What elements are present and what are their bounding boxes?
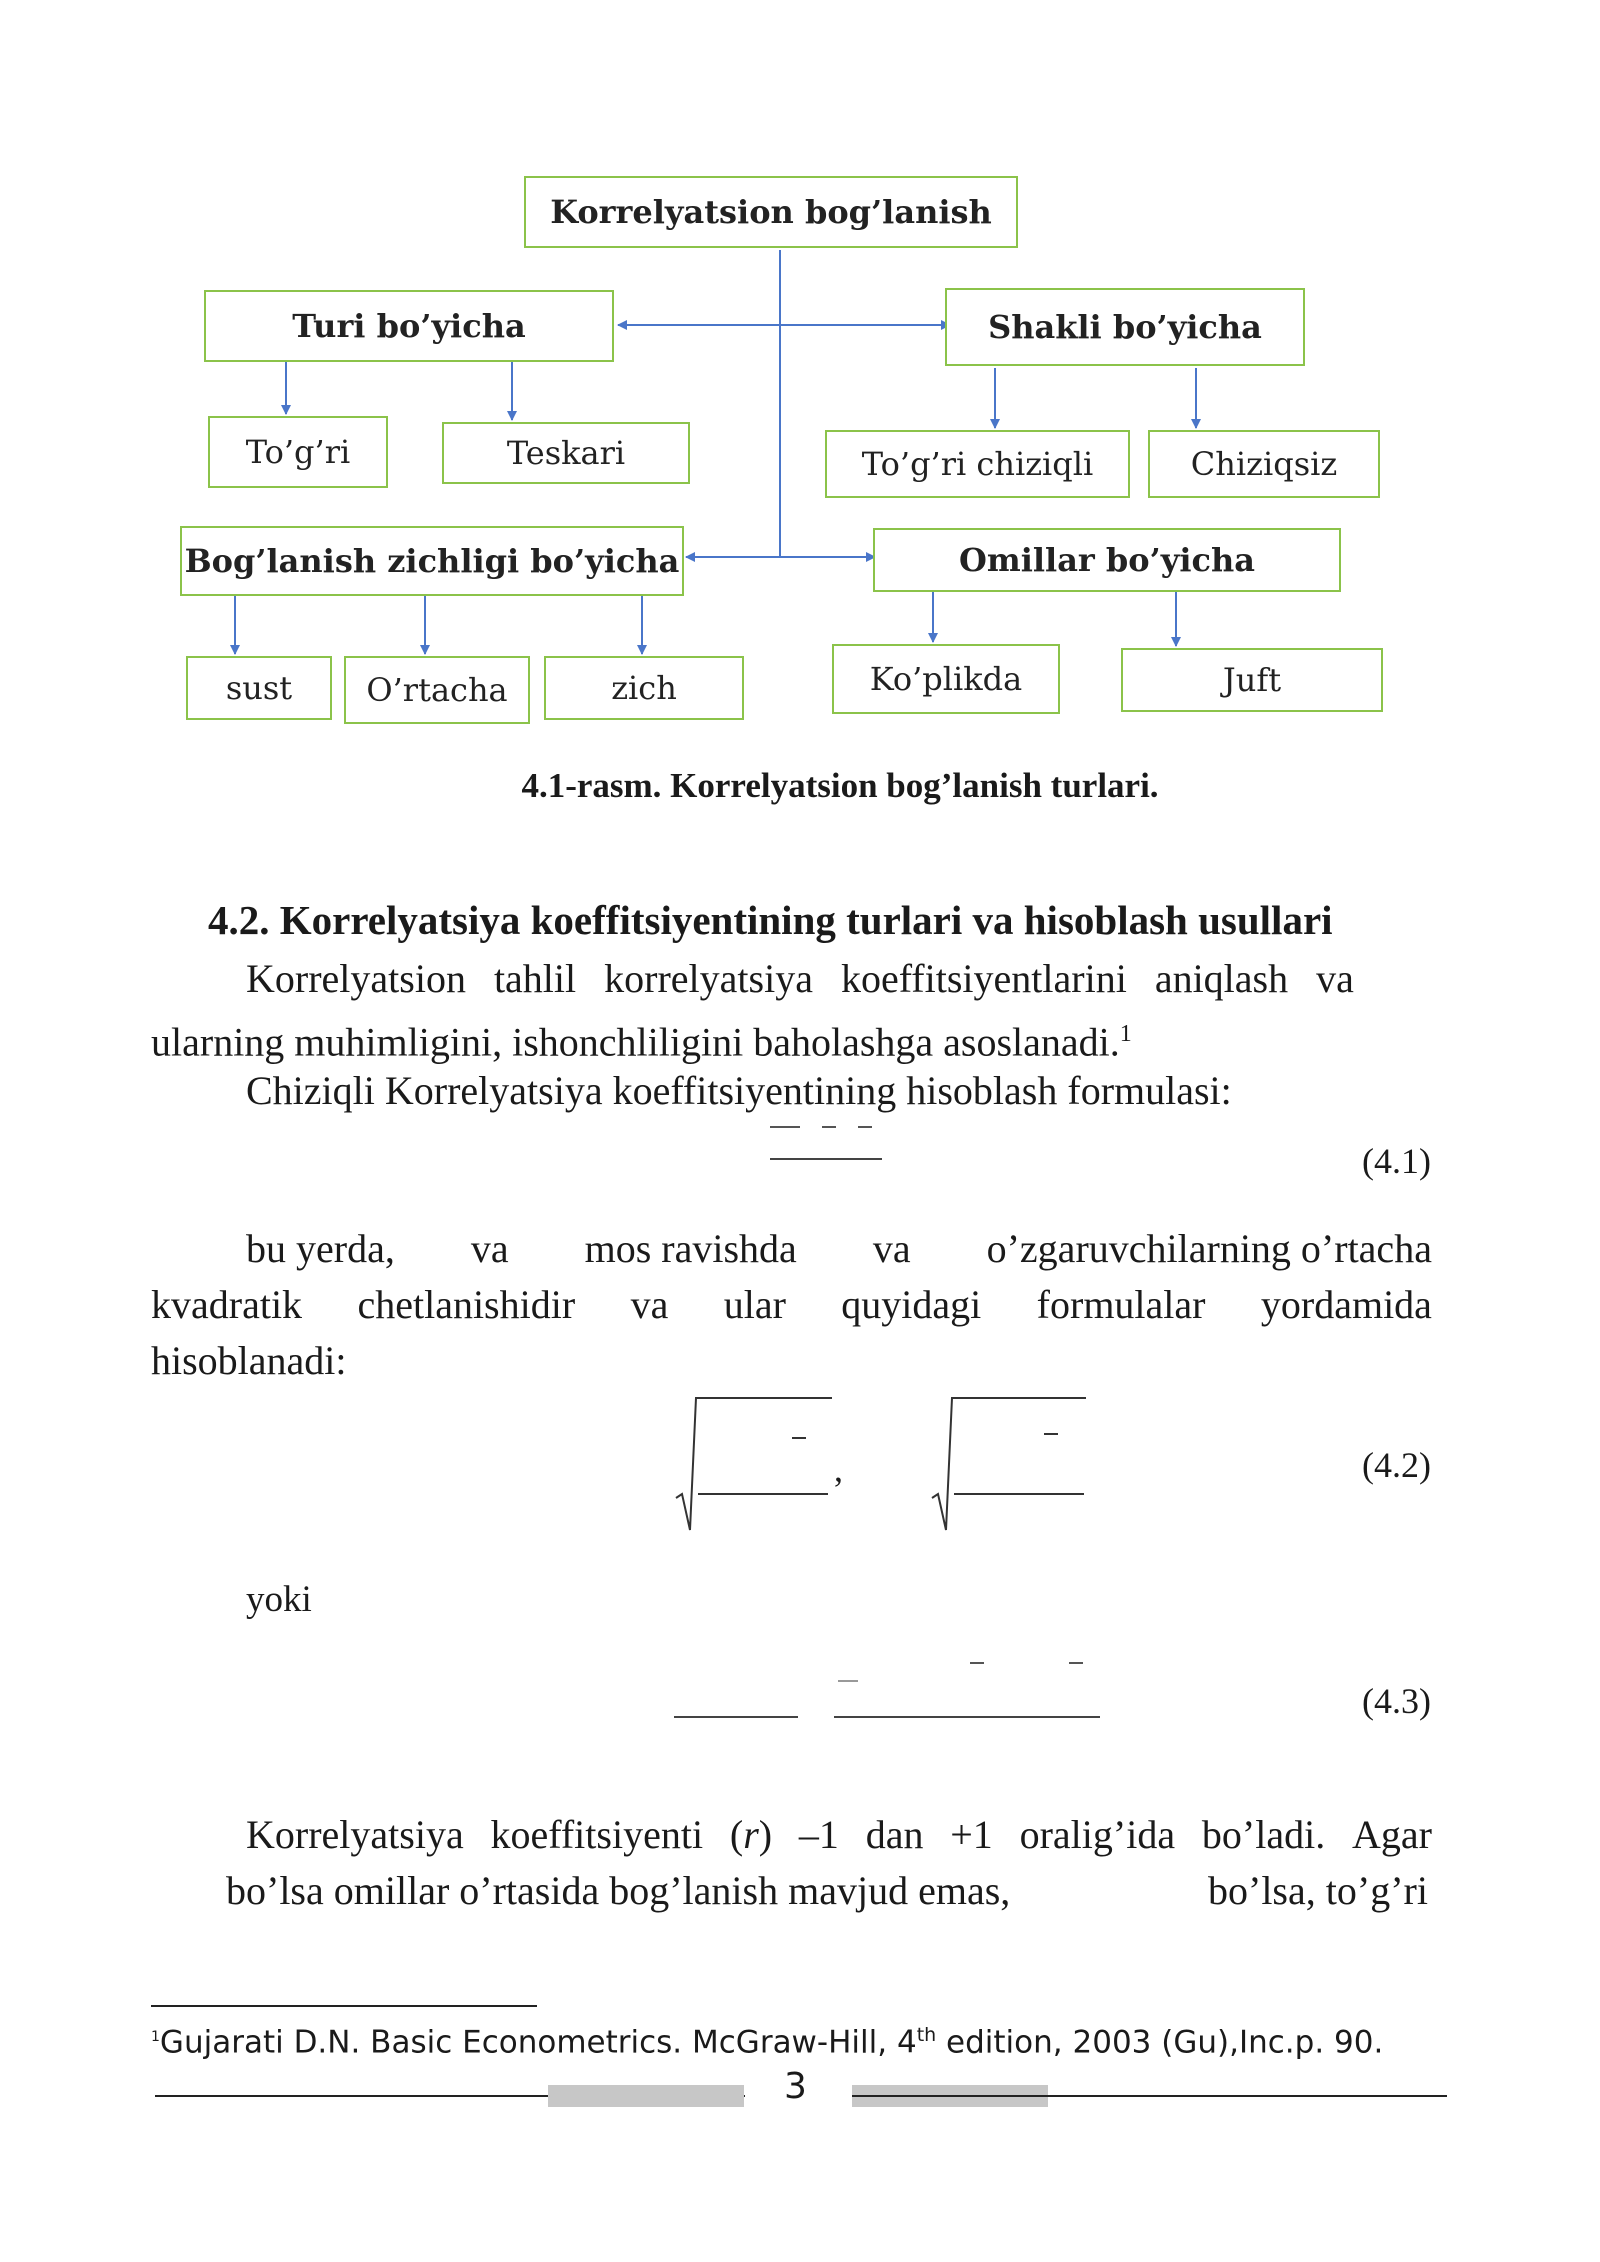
footnote-ref[interactable]: 1 [1119,1021,1132,1047]
child-zich-box: zich [544,656,744,720]
p4-word: dan [865,1812,924,1857]
r-symbol: r [743,1812,759,1857]
p3-word: va [630,1282,669,1327]
paragraph-4-line-2b: bo’lsa, to’g’ri [1208,1868,1428,1913]
child-sust-box: sust [186,656,332,720]
figure-caption: 4.1-rasm. Korrelyatsion bog’lanish turlari. [521,766,1159,805]
category-shakli-box: Shakli bo’yicha [945,288,1305,366]
eq2-comma: , [834,1449,843,1489]
category-zichlik-box: Bog’lanish zichligi bo’yicha [180,526,684,596]
child-koplikda-box: Ko’plikda [832,644,1060,714]
p4-word: koeffitsiyenti [490,1812,704,1857]
footer-rule-right [852,2095,1447,2097]
category-omillar-box: Omillar bo’yicha [873,528,1341,592]
eq3-fraction-line-1 [674,1716,798,1718]
eq1-bar-2 [822,1126,836,1128]
p1-line1-text: Korrelyatsion tahlil korrelyatsiya koeffitsiyentlarini aniqlash va [246,956,1354,1001]
p1-line2-text: ularning muhimligini, ishonchliligini baholashga asoslanadi. [151,1019,1120,1065]
p4-word: +1 [950,1812,993,1857]
eq2-radicals [660,1390,1100,1540]
p4-word: bo’ladi. [1201,1812,1326,1857]
paragraph-1-line-2 [151,1006,1132,1070]
eq3-bar-3 [838,1680,858,1682]
paren-close: ) [758,1812,773,1857]
footnote-sup: th [916,2024,937,2046]
diagram-root-box: Korrelyatsion bog’lanish [524,176,1018,248]
p3-word: va [470,1226,509,1271]
paragraph-2: Chiziqli Korrelyatsiya koeffitsiyentining hisoblash formulasi: [246,1068,1232,1113]
p3-word: o’zgaruvchilarning o’rtacha [986,1226,1432,1271]
child-juft-box: Juft [1121,648,1383,712]
eq3-bar-1 [970,1662,984,1664]
paragraph-3-line-1 [246,1220,1432,1277]
child-chiziqsiz-box: Chiziqsiz [1148,430,1380,498]
footnote-separator [151,2005,537,2007]
p4-word: Korrelyatsiya [246,1812,464,1857]
paragraph-4-line-2a: bo’lsa omillar o’rtasida bog’lanish mavjud emas, [226,1868,1011,1913]
footnote-body-end: edition, 2003 (Gu),Inc.p. 90. [936,2024,1384,2061]
yoki-word: yoki [246,1579,312,1620]
eq1-fraction-line [770,1158,882,1160]
footer-gray-bar-left [548,2085,744,2107]
page-number: 3 [784,2066,807,2107]
eq3-bar-2 [1069,1662,1083,1664]
equation-number-4-3: (4.3) [1362,1681,1431,1721]
diagram-connectors [0,0,1600,760]
child-togri-chiziqli-box: To’g’ri chiziqli [825,430,1130,498]
p3-word: chetlanishidir [357,1282,576,1327]
p3-word: bu yerda, [246,1226,395,1271]
p3-word: quyidagi [841,1282,982,1327]
paragraph-1-line-1 [246,950,1432,1007]
eq1-bar-1 [770,1126,800,1128]
p4-word: oralig’ida [1019,1812,1176,1857]
equation-number-4-1: (4.1) [1362,1141,1431,1181]
p3-word: mos ravishda [584,1226,797,1271]
child-teskari-box: Teskari [442,422,690,484]
p4-word: –1 [798,1812,839,1857]
p4-r-group [730,1806,772,1863]
child-togri-box: To’g’ri [208,416,388,488]
paren-open: ( [729,1812,744,1857]
footnote-text [151,2024,1383,2060]
p3-word: va [872,1226,911,1271]
p3-word: yordamida [1260,1282,1432,1327]
paragraph-4-line-1 [246,1806,1432,1863]
eq3-fraction-line-2 [834,1716,1100,1718]
section-heading: 4.2. Korrelyatsiya koeffitsiyentining turlari va hisoblash usullari [208,897,1333,943]
paragraph-3-line-2 [151,1276,1432,1333]
footnote-body: Gujarati D.N. Basic Econometrics. McGraw-Hill, 4 [159,2024,917,2061]
p3-word: formulalar [1036,1282,1206,1327]
classification-diagram [0,0,1600,760]
p3-word: kvadratik [151,1282,303,1327]
p4-word: Agar [1352,1812,1432,1857]
equation-number-4-2: (4.2) [1362,1445,1431,1485]
paragraph-3-line-3: hisoblanadi: [151,1338,347,1383]
child-ortacha-box: O’rtacha [344,656,530,724]
p3-word: ular [723,1282,786,1327]
eq1-bar-3 [858,1126,872,1128]
footnote-mark: 1 [151,2029,160,2045]
category-turi-box: Turi bo’yicha [204,290,614,362]
